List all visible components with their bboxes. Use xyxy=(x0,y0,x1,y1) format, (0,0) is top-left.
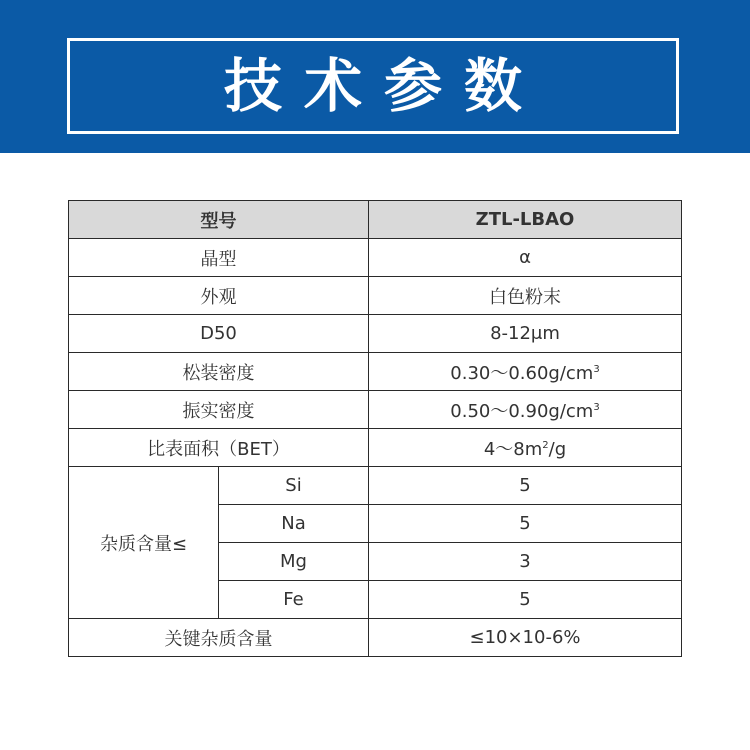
row-label: D50 xyxy=(69,315,369,353)
table-row xyxy=(69,467,682,505)
row-label: 振实密度 xyxy=(69,391,369,429)
value-superscript: 3 xyxy=(593,363,600,375)
value-text: 4～8m xyxy=(483,438,543,460)
page-title: 技术参数 xyxy=(223,52,544,120)
row-value: 白色粉末 xyxy=(369,277,682,315)
table-row xyxy=(69,353,682,391)
impurity-element: Si xyxy=(219,467,369,505)
header-label-cell: 型号 xyxy=(69,201,369,239)
value-superscript: 2 xyxy=(542,439,549,451)
row-value xyxy=(369,391,682,429)
row-label: 晶型 xyxy=(69,239,369,277)
row-value xyxy=(369,429,682,467)
table-row xyxy=(69,429,682,467)
value-text: 0.50～0.90g/cm xyxy=(450,400,594,422)
value-text: 0.30～0.60g/cm xyxy=(450,362,594,384)
header-banner xyxy=(0,0,750,153)
impurity-element: Fe xyxy=(219,581,369,619)
row-label: 比表面积（BET） xyxy=(69,429,369,467)
table-row xyxy=(69,277,682,315)
row-value: ≤10×10-6% xyxy=(369,619,682,657)
row-label: 关键杂质含量 xyxy=(69,619,369,657)
row-value: α xyxy=(369,239,682,277)
impurity-group-label: 杂质含量≤ xyxy=(69,467,219,619)
value-superscript: 3 xyxy=(593,401,600,413)
impurity-element: Mg xyxy=(219,543,369,581)
impurity-value: 5 xyxy=(369,467,682,505)
table-row xyxy=(69,619,682,657)
impurity-value: 5 xyxy=(369,581,682,619)
impurity-element: Na xyxy=(219,505,369,543)
table-row xyxy=(69,239,682,277)
banner-frame xyxy=(67,38,679,134)
table-row xyxy=(69,315,682,353)
row-value: 8-12μm xyxy=(369,315,682,353)
spec-table xyxy=(68,200,682,657)
impurity-value: 3 xyxy=(369,543,682,581)
row-label: 松装密度 xyxy=(69,353,369,391)
value-tail: /g xyxy=(548,438,567,460)
row-value xyxy=(369,353,682,391)
table-row xyxy=(69,391,682,429)
impurity-value: 5 xyxy=(369,505,682,543)
table-header-row xyxy=(69,201,682,239)
row-label: 外观 xyxy=(69,277,369,315)
header-value-cell: ZTL-LBAO xyxy=(369,201,682,239)
